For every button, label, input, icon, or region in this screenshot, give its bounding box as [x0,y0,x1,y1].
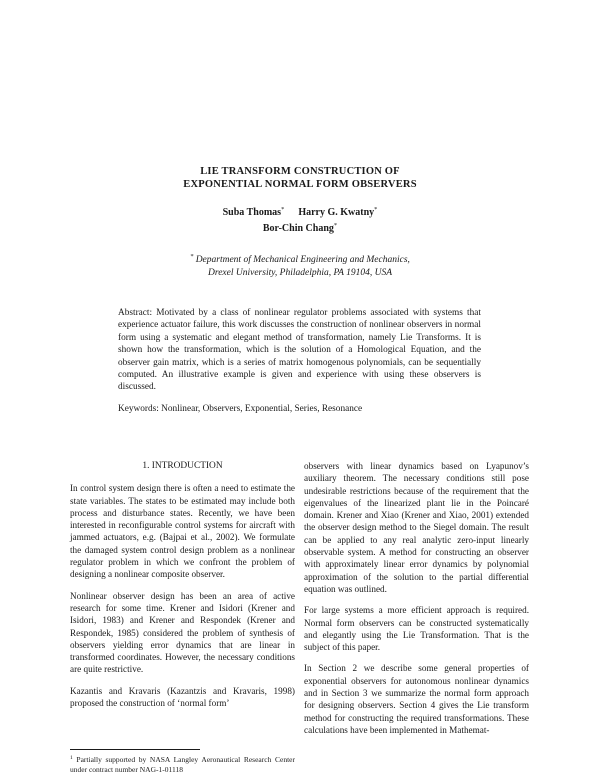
keywords: Keywords: Nonlinear, Observers, Exponential, Series, Resonance [118,404,363,414]
title-line-1: LIE TRANSFORM CONSTRUCTION OF [200,166,400,177]
paragraph: observers with linear dynamics based on Lyapunov’s auxiliary theorem. The necessary conditions still pose undesirable restrictions because of the requirement that the eigenvalues of the linearized plant lie in the Poincaré domain. Krener and Xiao (Krener and Xiao, 2001) extended the observer design method to the Siegel domain. The result can be applied to any real analytic zero-input linearly observable system. A method for constructing an observer with approximately linear error dynamics by polynomial approximation of the solution to the partial differential equation was outlined. [304,461,529,594]
author-mark: * [374,206,378,213]
footnote-text: Partially supported by NASA Langley Aeronautical Research Center under contract number NAG-1-01118 [70,755,295,774]
affiliation-mark: * [190,253,194,260]
author-name: Suba Thomas [222,207,282,218]
author-name: Harry G. Kwatny [298,207,375,218]
affiliation-line-2: Drexel University, Philadelphia, PA 19104, USA [208,268,392,278]
author-name: Bor-Chin Chang [262,223,334,234]
section-heading: 1. INTRODUCTION [142,461,223,471]
affiliation [0,250,600,280]
paragraph: Nonlinear observer design has been an area of active research for some time. Krener and Isidori (Krener and Isidori, 1983) and Krener and Respondek (Krener and Respondek, 1985) considered the problem of synthesis of observers yielding error dynamics that are linear in transformed coordinates. However, the necessary conditions are quite restrictive. [70,590,295,675]
title-line-2: EXPONENTIAL NORMAL FORM OBSERVERS [183,179,417,190]
column-right [304,460,529,745]
paragraph: In control system design there is often a need to estimate the state variables. The states to be estimated may include both process and disturbance states. Recently, we have been interested in reconfigurable control systems for aircraft with jammed actuators, e.g. (Bajpai et al., 2002). We formulate the damaged system control design problem as a nonlinear regulator problem in which we confront the problem of designing a nonlinear composite observer. [70,483,295,580]
author-mark: * [333,222,338,229]
paragraph: Kazantis and Kravaris (Kazantzis and Kravaris, 1998) proposed the construction of ‘normal form’ [70,685,295,709]
abstract: Abstract: Motivated by a class of nonlinear regulator problems associated with systems that experience actuator failure, this work discusses the construction of nonlinear observers in normal form using a systematic and elegant method of transformation, namely Lie Transforms. It is shown how the transformation, which is the solution of a Homological Equation, and the observer gain matrix, which is a series of matrix homogenous polynomials, can be sequentially computed. An illustrative example is given and experience with using these observers is discussed. [118,308,481,393]
paragraph: For large systems a more efficient approach is required. Normal form observers can be constructed systematically and elegantly using the Lie Transformation. That is the subject of this paper. [304,605,529,653]
footnote-divider [70,749,200,750]
footnote-mark: 1 [70,755,73,761]
author-mark: * [281,206,285,213]
paragraph: In Section 2 we describe some general properties of exponential observers for autonomous nonlinear dynamics and in Section 3 we summarize the normal form approach for designing observers. Section 4 gives the Lie transform method for constructing the required transformations. These calculations have been implemented in Mathemat- [304,663,529,735]
paper-title [0,165,600,191]
column-left [70,460,295,718]
author-list [0,203,600,235]
affiliation-line-1: Department of Mechanical Engineering and Mechanics, [195,255,410,265]
footnote [70,753,295,775]
